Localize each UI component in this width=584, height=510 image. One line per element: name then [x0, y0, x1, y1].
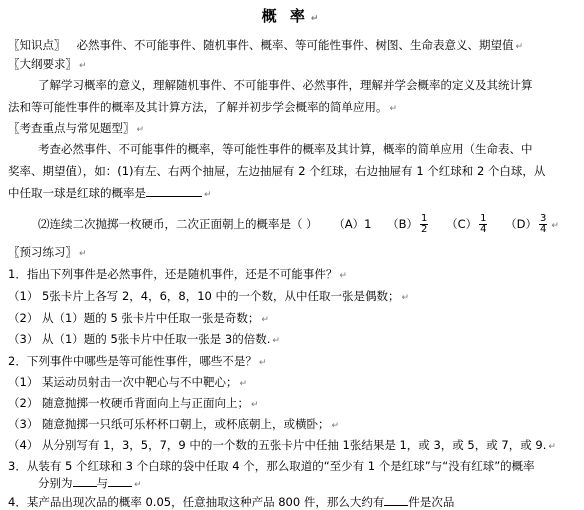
paragraph-mark-icon: ↵	[261, 315, 269, 325]
paragraph-mark-icon: ↵	[250, 400, 259, 410]
exam-q2-text: ⑵连续二次抛掷一枚硬币，二次正面朝上的概率是（ ）	[38, 217, 318, 231]
preview-q2-item-2-text: （2） 随意抛掷一枚硬币背面向上与正面向上；	[8, 396, 249, 410]
exam-text-3: 中任取一球是红球的概率是	[8, 186, 146, 200]
exam-label: 〖考查重点与常见题型〗	[8, 121, 135, 135]
option-c-label: （C）	[446, 217, 478, 231]
preview-q2-item-4	[8, 437, 580, 455]
paragraph-mark-icon: ↵	[548, 442, 556, 452]
paragraph-mark-icon: ↵	[134, 480, 142, 490]
outline-line-1	[8, 77, 584, 93]
option-b	[387, 213, 430, 235]
answer-blank	[146, 185, 202, 197]
option-a	[333, 217, 371, 231]
preview-q1-item-3-text: （3） 从（1）题的 5张卡片中任取一张是 3的倍数.	[8, 332, 271, 346]
exam-line-3	[8, 185, 580, 203]
preview-q4	[8, 494, 580, 510]
preview-q1-item-3	[8, 331, 580, 349]
preview-q1-item-2-text: （2） 从（1）题的 5 张卡片中任取一张是奇数；	[8, 311, 260, 325]
option-d	[505, 213, 549, 235]
preview-q4-text-b: 件是次品	[408, 495, 455, 509]
option-b-label: （B）	[387, 217, 419, 231]
preview-q2-item-3	[8, 416, 580, 434]
paragraph-mark-icon: ↵	[401, 293, 410, 303]
fraction-c-denominator: 4	[480, 224, 487, 235]
option-a-label: （A）1	[333, 217, 372, 231]
exam-label-line	[8, 120, 580, 138]
preview-q1-item-1	[8, 288, 580, 306]
preview-q3-line-2	[8, 475, 584, 493]
preview-q3-line-1	[8, 458, 580, 474]
answer-blank	[384, 494, 408, 506]
paragraph-mark-icon: ↵	[310, 14, 323, 24]
title-text: 概 率	[261, 7, 309, 25]
exam-line-1	[8, 141, 584, 157]
preview-q2-item-1-text: （1） 某运动员射击一次中靶心与不中靶心；	[8, 375, 238, 389]
exam-text-1: 考查必然事件、不可能事件的概率，等可能性事件的概率及其计算，概率的简单应用（生命表、中	[38, 142, 533, 156]
preview-q2-item-3-text: （3） 随意抛掷一只纸可乐杯杯口朝上，或杯底朝上，或横卧；	[8, 417, 330, 431]
document-title	[0, 6, 584, 29]
preview-label: 〖预习练习〗	[8, 245, 77, 259]
preview-q2	[8, 353, 580, 371]
outline-label-line	[8, 56, 580, 74]
knowledge-text: 必然事件、不可能事件、随机事件、概率、等可能性事件、树图、生命表意义、期望值	[76, 38, 514, 52]
fraction-b-denominator: 2	[421, 224, 428, 235]
knowledge-line	[8, 37, 580, 55]
fraction-c	[479, 214, 487, 235]
preview-q4-text-a: 4．某产品出现次品的概率 0.05，任意抽取这种产品 800 件，那么大约有	[8, 495, 385, 509]
preview-q2-item-4-text: （4） 从分别写有 1，3，5，7，9 中的一个数的五张卡片中任抽 1张结果是 1，或 3，或 5，或 7，或 9.	[8, 438, 547, 452]
fraction-c-numerator: 1	[480, 213, 487, 224]
fraction-b	[420, 214, 428, 235]
preview-q1-text: 1．指出下列事件是必然事件，还是随机事件，还是不可能事件？	[8, 267, 338, 281]
fraction-d-denominator: 4	[540, 224, 547, 235]
fraction-b-numerator: 1	[421, 213, 428, 224]
preview-q3-text-2a: 分别为	[38, 476, 73, 490]
paragraph-mark-icon: ↵	[136, 125, 145, 135]
outline-label: 〖大纲要求〗	[8, 57, 77, 71]
answer-blank	[108, 475, 132, 487]
knowledge-label: 〖知识点〗	[8, 38, 66, 52]
option-c	[446, 213, 489, 235]
answer-blank	[73, 475, 97, 487]
preview-q1-item-1-text: （1） 5张卡片上各写 2，4，6，8，10 中的一个数，从中任取一张是偶数；	[8, 289, 400, 303]
exam-line-2	[8, 163, 580, 179]
preview-q1	[8, 266, 580, 284]
preview-q3-text-1: 3．从装有 5 个红球和 3 个白球的袋中任取 4 个，那么取道的“至少有 1 个是红球”与“没有红球”的概率	[8, 459, 535, 473]
fraction-d	[539, 214, 547, 235]
outline-text-1: 了解学习概率的意义，理解随机事件、不可能事件、必然事件，理解并学会概率的定义及其统计算	[38, 78, 533, 92]
preview-q3-text-2b: 与	[96, 476, 108, 490]
paragraph-mark-icon: ↵	[515, 42, 524, 52]
paragraph-mark-icon: ↵	[79, 61, 87, 71]
paragraph-mark-icon: ↵	[389, 104, 398, 114]
paragraph-mark-icon: ↵	[272, 336, 280, 346]
preview-label-line	[8, 244, 580, 262]
preview-q2-item-1	[8, 374, 580, 392]
paragraph-mark-icon: ↵	[79, 249, 87, 259]
preview-q2-item-2	[8, 395, 580, 413]
fraction-d-numerator: 3	[540, 213, 547, 224]
paragraph-mark-icon: ↵	[339, 271, 347, 281]
paragraph-mark-icon: ↵	[551, 221, 559, 231]
paragraph-mark-icon: ↵	[239, 379, 248, 389]
preview-q1-item-2	[8, 310, 580, 328]
option-d-label: （D）	[505, 217, 537, 231]
paragraph-mark-icon: ↵	[258, 358, 267, 368]
outline-line-2	[8, 99, 580, 117]
paragraph-mark-icon: ↵	[204, 190, 212, 200]
paragraph-mark-icon: ↵	[331, 421, 340, 431]
exam-text-2: 奖率、期望值），如：(1)有左、右两个抽屉，左边抽屉有 2 个红球，右边抽屉有 1 个红球和 2 个白球，从	[8, 164, 546, 178]
exam-q2-line	[8, 212, 584, 238]
outline-text-2: 法和等可能性事件的概率及其计算方法，了解并初步学会概率的简单应用。	[8, 100, 388, 114]
preview-q2-text: 2．下列事件中哪些是等可能性事件，哪些不是？	[8, 354, 257, 368]
